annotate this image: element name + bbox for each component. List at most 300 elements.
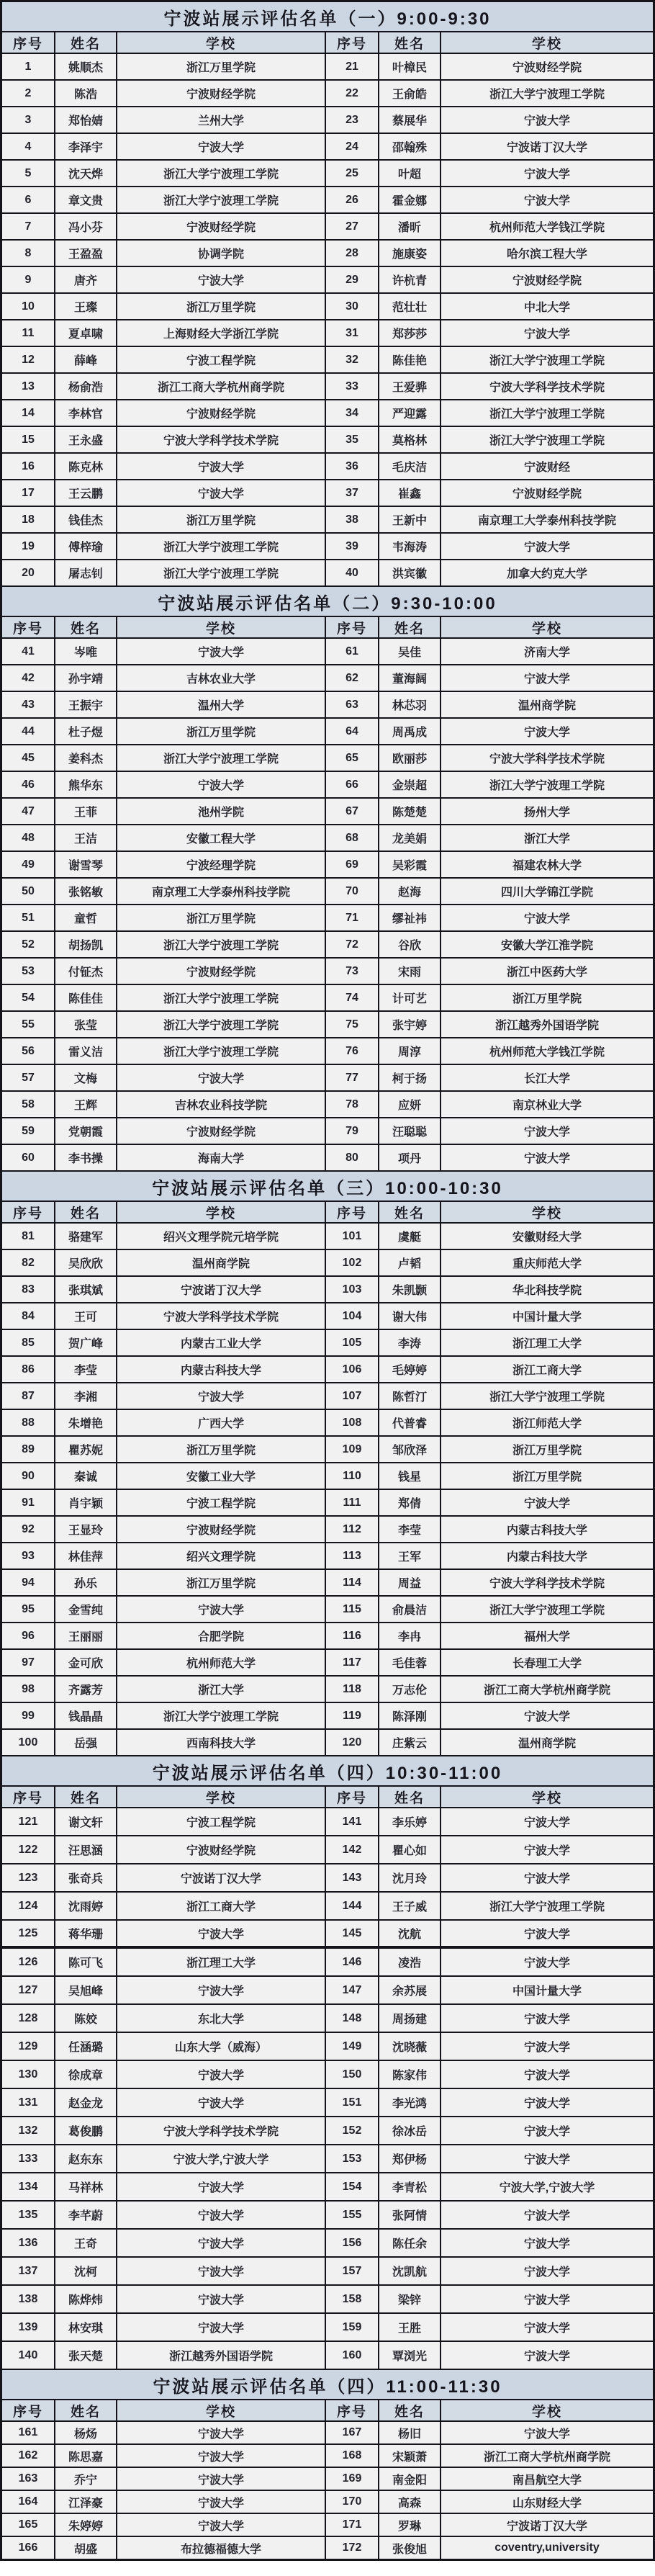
column-header: 学校 [117,2400,325,2420]
cell-school: 内蒙古工业大学 [117,1330,325,1355]
cell-name: 陈佳佳 [55,985,116,1010]
cell-no: 58 [2,1092,54,1117]
cell-no: 79 [326,1118,378,1144]
cell-name: 任涵璐 [55,2033,116,2060]
cell-school: 加拿大约克大学 [441,560,653,585]
cell-name: 陈克林 [55,454,116,479]
cell-no: 60 [2,1145,54,1170]
cell-name: 张莹 [55,1012,116,1037]
cell-school: 宁波大学 [441,2033,653,2060]
cell-name: 蒋华珊 [55,1921,116,1947]
cell-no: 12 [2,347,54,372]
cell-name: 吴佳 [379,639,440,664]
cell-no: 40 [326,560,378,585]
cell-school: 浙江大学宁波理工学院 [117,161,325,186]
cell-school: 宁波大学 [117,2422,325,2443]
cell-school: 长江大学 [441,1065,653,1090]
cell-school: 宁波大学 [441,905,653,930]
cell-no: 142 [326,1836,378,1863]
cell-no: 170 [326,2491,378,2513]
cell-school: 南京理工大学泰州科技学院 [117,879,325,904]
cell-school: 浙江大学宁波理工学院 [117,932,325,957]
cell-school: 宁波大学 [117,2173,325,2200]
cell-name: 周益 [379,1570,440,1595]
column-header: 序号 [2,2400,54,2420]
cell-no: 4 [2,134,54,159]
cell-no: 89 [2,1437,54,1462]
cell-no: 10 [2,294,54,319]
cell-name: 王璨 [55,294,116,319]
cell-no: 24 [326,134,378,159]
cell-no: 135 [2,2202,54,2228]
cell-school: 浙江大学宁波理工学院 [117,187,325,212]
cell-school: 布拉德福德大学 [117,2537,325,2559]
cell-school: 宁波大学 [441,2286,653,2312]
cell-name: 肖宇颖 [55,1490,116,1515]
cell-no: 132 [2,2117,54,2144]
cell-name: 沈柯 [55,2258,116,2284]
cell-school: 海南大学 [117,1145,325,1170]
cell-school: 宁波财经学院 [117,1517,325,1542]
cell-school: 温州商学院 [441,692,653,717]
cell-school: 浙江工商大学杭州商学院 [441,1677,653,1702]
cell-no: 15 [2,427,54,452]
cell-school: 浙江师范大学 [441,1410,653,1435]
cell-name: 瞿心如 [379,1836,440,1863]
cell-no: 34 [326,400,378,426]
cell-no: 46 [2,772,54,797]
cell-no: 141 [326,1808,378,1835]
cell-name: 钱星 [379,1463,440,1489]
cell-school: 山东大学（威海） [117,2033,325,2060]
cell-no: 150 [326,2061,378,2088]
cell-no: 29 [326,267,378,292]
cell-name: 钱晶晶 [55,1703,116,1728]
cell-name: 金雪纯 [55,1597,116,1622]
cell-school: 浙江大学宁波理工学院 [117,745,325,771]
cell-name: 陈烨炜 [55,2286,116,2312]
column-header: 姓名 [379,32,440,53]
cell-no: 102 [326,1250,378,1275]
cell-no: 14 [2,400,54,426]
cell-name: 许杭青 [379,267,440,292]
cell-no: 127 [2,1977,54,2003]
cell-no: 13 [2,374,54,399]
cell-no: 53 [2,959,54,984]
cell-no: 39 [326,534,378,559]
cell-no: 56 [2,1038,54,1064]
cell-no: 104 [326,1303,378,1329]
cell-no: 153 [326,2145,378,2172]
cell-no: 83 [2,1277,54,1302]
cell-name: 陈思嘉 [55,2445,116,2467]
cell-school: 浙江万里学院 [117,905,325,930]
cell-name: 江泽豪 [55,2491,116,2513]
cell-school: 吉林农业大学 [117,665,325,691]
cell-no: 55 [2,1012,54,1037]
cell-no: 42 [2,665,54,691]
cell-no: 99 [2,1703,54,1728]
cell-name: 余苏展 [379,1977,440,2003]
cell-name: 王振宇 [55,692,116,717]
column-header: 序号 [2,1202,54,1222]
cell-no: 96 [2,1623,54,1648]
cell-school: 宁波大学 [441,1808,653,1835]
cell-school: 浙江大学宁波理工学院 [441,427,653,452]
cell-name: 王菲 [55,799,116,824]
cell-school: 浙江大学宁波理工学院 [117,560,325,585]
cell-school: 宁波工程学院 [117,1490,325,1515]
column-header: 序号 [326,32,378,53]
cell-no: 62 [326,665,378,691]
cell-school: 宁波大学 [441,2422,653,2443]
cell-no: 115 [326,1597,378,1622]
cell-no: 36 [326,454,378,479]
cell-school: 池州学院 [117,799,325,824]
cell-school: 宁波大学 [441,665,653,691]
cell-school: 绍兴文理学院元培学院 [117,1224,325,1249]
column-header: 学校 [117,617,325,637]
cell-name: 沈凯航 [379,2258,440,2284]
cell-school: 南京林业大学 [441,1092,653,1117]
cell-no: 140 [2,2342,54,2369]
cell-no: 32 [326,347,378,372]
cell-name: 谢雪琴 [55,852,116,877]
cell-name: 王新中 [379,507,440,532]
cell-name: 李冉 [379,1623,440,1648]
cell-school: 宁波财经学院 [441,54,653,79]
cell-school: 安徽工程大学 [117,825,325,851]
cell-name: 李湘 [55,1383,116,1409]
cell-name: 张俊旭 [379,2537,440,2559]
cell-name: 吴彩霞 [379,852,440,877]
cell-no: 73 [326,959,378,984]
cell-name: 沈天烨 [55,161,116,186]
cell-school: 浙江大学宁波理工学院 [117,985,325,1010]
cell-school: 宁波大学 [117,1065,325,1090]
cell-name: 葛俊鹏 [55,2117,116,2144]
cell-no: 48 [2,825,54,851]
cell-name: 郑莎莎 [379,320,440,346]
cell-school: 宁波大学 [441,1145,653,1170]
cell-school: 宁波大学 [117,2230,325,2256]
cell-no: 77 [326,1065,378,1090]
cell-no: 44 [2,719,54,744]
cell-name: 齐露芳 [55,1677,116,1702]
cell-no: 85 [2,1330,54,1355]
cell-name: 柯于扬 [379,1065,440,1090]
cell-school: 宁波大学 [441,2089,653,2116]
cell-no: 114 [326,1570,378,1595]
cell-no: 160 [326,2342,378,2369]
cell-no: 123 [2,1864,54,1891]
cell-no: 8 [2,241,54,266]
cell-name: 林安琪 [55,2314,116,2341]
cell-no: 51 [2,905,54,930]
cell-school: 浙江大学宁波理工学院 [441,81,653,106]
cell-school: 浙江大学宁波理工学院 [441,400,653,426]
cell-name: 金崇超 [379,772,440,797]
cell-school: 福州大学 [441,1623,653,1648]
cell-no: 122 [2,1836,54,1863]
column-header: 学校 [441,32,653,53]
cell-no: 20 [2,560,54,585]
cell-no: 165 [2,2514,54,2536]
cell-no: 111 [326,1490,378,1515]
cell-name: 陈姣 [55,2005,116,2032]
column-header: 学校 [117,1787,325,1807]
cell-no: 149 [326,2033,378,2060]
cell-no: 129 [2,2033,54,2060]
cell-school: 宁波诺丁汉大学 [441,134,653,159]
cell-school: 宁波大学 [441,2117,653,2144]
cell-no: 74 [326,985,378,1010]
cell-no: 16 [2,454,54,479]
cell-school: 绍兴文理学院 [117,1543,325,1569]
cell-name: 应妍 [379,1092,440,1117]
section-grid [2,617,653,1170]
cell-school: 宁波大学 [441,2342,653,2369]
cell-school: 浙江万里学院 [441,985,653,1010]
cell-school: 上海财经大学浙江学院 [117,320,325,346]
cell-name: 王云鹏 [55,480,116,506]
cell-school: 山东财经大学 [441,2491,653,2513]
cell-school: 宁波大学 [441,2061,653,2088]
cell-school: 宁波大学,宁波大学 [441,2173,653,2200]
cell-school: 宁波大学 [441,2202,653,2228]
cell-school: 宁波大学 [441,534,653,559]
cell-no: 76 [326,1038,378,1064]
section [2,585,653,1170]
cell-name: 王永盛 [55,427,116,452]
column-header: 序号 [326,617,378,637]
cell-no: 120 [326,1730,378,1755]
cell-name: 欧丽莎 [379,745,440,771]
cell-name: 王盈盈 [55,241,116,266]
cell-name: 杨炀 [55,2422,116,2443]
cell-school: 宁波诺丁汉大学 [441,2514,653,2536]
cell-school: 宁波财经学院 [441,480,653,506]
cell-school: 浙江大学宁波理工学院 [441,772,653,797]
cell-name: 洪宾徽 [379,560,440,585]
cell-school: 浙江大学 [117,1677,325,1702]
cell-name: 庄紫云 [379,1730,440,1755]
cell-name: 赵海 [379,879,440,904]
cell-name: 李林官 [55,400,116,426]
cell-name: 胡扬凯 [55,932,116,957]
cell-name: 马祥林 [55,2173,116,2200]
cell-name: 张阿情 [379,2202,440,2228]
cell-school: 宁波大学 [441,2005,653,2032]
cell-name: 徐冰岳 [379,2117,440,2144]
cell-name: 叶超 [379,161,440,186]
cell-school: 浙江万里学院 [441,1463,653,1489]
cell-name: 李乐婷 [379,1808,440,1835]
cell-school: 浙江大学宁波理工学院 [117,1038,325,1064]
cell-name: 夏卓啸 [55,320,116,346]
cell-school: 浙江大学宁波理工学院 [441,347,653,372]
cell-school: 宁波大学科学技术学院 [441,1570,653,1595]
cell-no: 3 [2,107,54,133]
cell-no: 1 [2,54,54,79]
cell-name: 贺广峰 [55,1330,116,1355]
cell-name: 龙美娟 [379,825,440,851]
cell-name: 高森 [379,2491,440,2513]
cell-name: 朱凯颢 [379,1277,440,1302]
cell-no: 119 [326,1703,378,1728]
cell-school: 宁波财经学院 [117,400,325,426]
cell-name: 童哲 [55,905,116,930]
cell-school: 浙江大学宁波理工学院 [117,1703,325,1728]
cell-school: 浙江理工大学 [441,1330,653,1355]
cell-name: 吴欣欣 [55,1250,116,1275]
cell-school: 宁波大学 [117,134,325,159]
section [2,1755,653,2369]
cell-no: 35 [326,427,378,452]
cell-name: 骆建军 [55,1224,116,1249]
cell-school: 宁波大学 [117,454,325,479]
cell-no: 59 [2,1118,54,1144]
cell-no: 7 [2,214,54,239]
cell-name: 郑伊杨 [379,2145,440,2172]
cell-school: 宁波大学 [117,267,325,292]
cell-school: 中北大学 [441,294,653,319]
cell-school: 杭州师范大学 [117,1650,325,1675]
cell-name: 吴旭峰 [55,1977,116,2003]
cell-school: 温州商学院 [441,1730,653,1755]
cell-name: 林佳萍 [55,1543,116,1569]
cell-no: 108 [326,1410,378,1435]
cell-no: 154 [326,2173,378,2200]
cell-no: 2 [2,81,54,106]
cell-no: 152 [326,2117,378,2144]
cell-name: 邵翰殊 [379,134,440,159]
cell-school: 内蒙古科技大学 [117,1357,325,1382]
cell-no: 131 [2,2089,54,2116]
cell-no: 50 [2,879,54,904]
cell-no: 9 [2,267,54,292]
cell-school: 宁波大学 [441,1949,653,1975]
cell-school: 宁波诺丁汉大学 [117,1277,325,1302]
cell-name: 邹欣泽 [379,1437,440,1462]
cell-no: 63 [326,692,378,717]
cell-name: 陈泽刚 [379,1703,440,1728]
cell-no: 69 [326,852,378,877]
cell-name: 王可 [55,1303,116,1329]
cell-name: 孙宇靖 [55,665,116,691]
cell-school: 宁波经理学院 [117,852,325,877]
cell-name: 冯小芬 [55,214,116,239]
cell-school: 西南科技大学 [117,1730,325,1755]
cell-no: 93 [2,1543,54,1569]
cell-school: 浙江万里学院 [441,1437,653,1462]
cell-no: 125 [2,1921,54,1947]
cell-school: 宁波大学 [441,1118,653,1144]
cell-school: 宁波大学 [117,1597,325,1622]
column-header: 姓名 [55,32,116,53]
column-header: 学校 [441,617,653,637]
cell-name: 毛庆洁 [379,454,440,479]
cell-name: 李涛 [379,1330,440,1355]
cell-name: 谢大伟 [379,1303,440,1329]
column-header: 姓名 [55,1787,116,1807]
cell-school: 宁波大学 [441,1864,653,1891]
cell-no: 158 [326,2286,378,2312]
cell-no: 130 [2,2061,54,2088]
cell-name: 范壮壮 [379,294,440,319]
cell-no: 88 [2,1410,54,1435]
cell-name: 陈浩 [55,81,116,106]
cell-school: 浙江工商大学 [117,1893,325,1919]
cell-school: 宁波财经学院 [117,214,325,239]
cell-school: 宁波大学科学技术学院 [117,1303,325,1329]
cell-name: 唐齐 [55,267,116,292]
cell-no: 78 [326,1092,378,1117]
cell-name: 韦海涛 [379,534,440,559]
cell-school: 浙江万里学院 [117,294,325,319]
cell-school: 宁波大学科学技术学院 [441,745,653,771]
cell-school: 兰州大学 [117,107,325,133]
cell-name: 王俞皓 [379,81,440,106]
cell-name: 岑唯 [55,639,116,664]
cell-name: 沈航 [379,1921,440,1947]
cell-no: 81 [2,1224,54,1249]
cell-school: 广西大学 [117,1410,325,1435]
cell-school: 浙江工商大学杭州商学院 [117,374,325,399]
section-grid [2,1787,653,2369]
cell-name: 施康姿 [379,241,440,266]
cell-no: 94 [2,1570,54,1595]
cell-school: 宁波大学 [441,1703,653,1728]
section-title: 宁波站展示评估名单（四）11:00-11:30 [2,2369,653,2400]
cell-school: 宁波大学 [441,2230,653,2256]
cell-name: 缪祉祎 [379,905,440,930]
cell-name: 王显玲 [55,1517,116,1542]
section-grid [2,2400,653,2559]
cell-name: 钱佳杰 [55,507,116,532]
cell-name: 党朝霞 [55,1118,116,1144]
cell-school: 扬州大学 [441,799,653,824]
cell-no: 168 [326,2445,378,2467]
cell-school: 哈尔滨工程大学 [441,241,653,266]
cell-no: 166 [2,2537,54,2559]
cell-name: 陈佳艳 [379,347,440,372]
cell-no: 167 [326,2422,378,2443]
cell-school: 宁波大学科学技术学院 [117,427,325,452]
column-header: 序号 [326,2400,378,2420]
cell-name: 毛佳蓉 [379,1650,440,1675]
cell-no: 26 [326,187,378,212]
cell-no: 109 [326,1437,378,1462]
cell-no: 116 [326,1623,378,1648]
cell-no: 82 [2,1250,54,1275]
cell-school: 温州大学 [117,692,325,717]
cell-no: 117 [326,1650,378,1675]
cell-school: 福建农林大学 [441,852,653,877]
cell-no: 68 [326,825,378,851]
cell-name: 叶樟民 [379,54,440,79]
cell-name: 代普睿 [379,1410,440,1435]
cell-no: 126 [2,1949,54,1975]
cell-name: 宋颖萧 [379,2445,440,2467]
cell-school: 浙江工商大学杭州商学院 [441,2445,653,2467]
cell-no: 90 [2,1463,54,1489]
cell-no: 91 [2,1490,54,1515]
cell-name: 雷义洁 [55,1038,116,1064]
cell-name: 王军 [379,1543,440,1569]
cell-school: 宁波大学 [117,2258,325,2284]
cell-name: 秦诚 [55,1463,116,1489]
